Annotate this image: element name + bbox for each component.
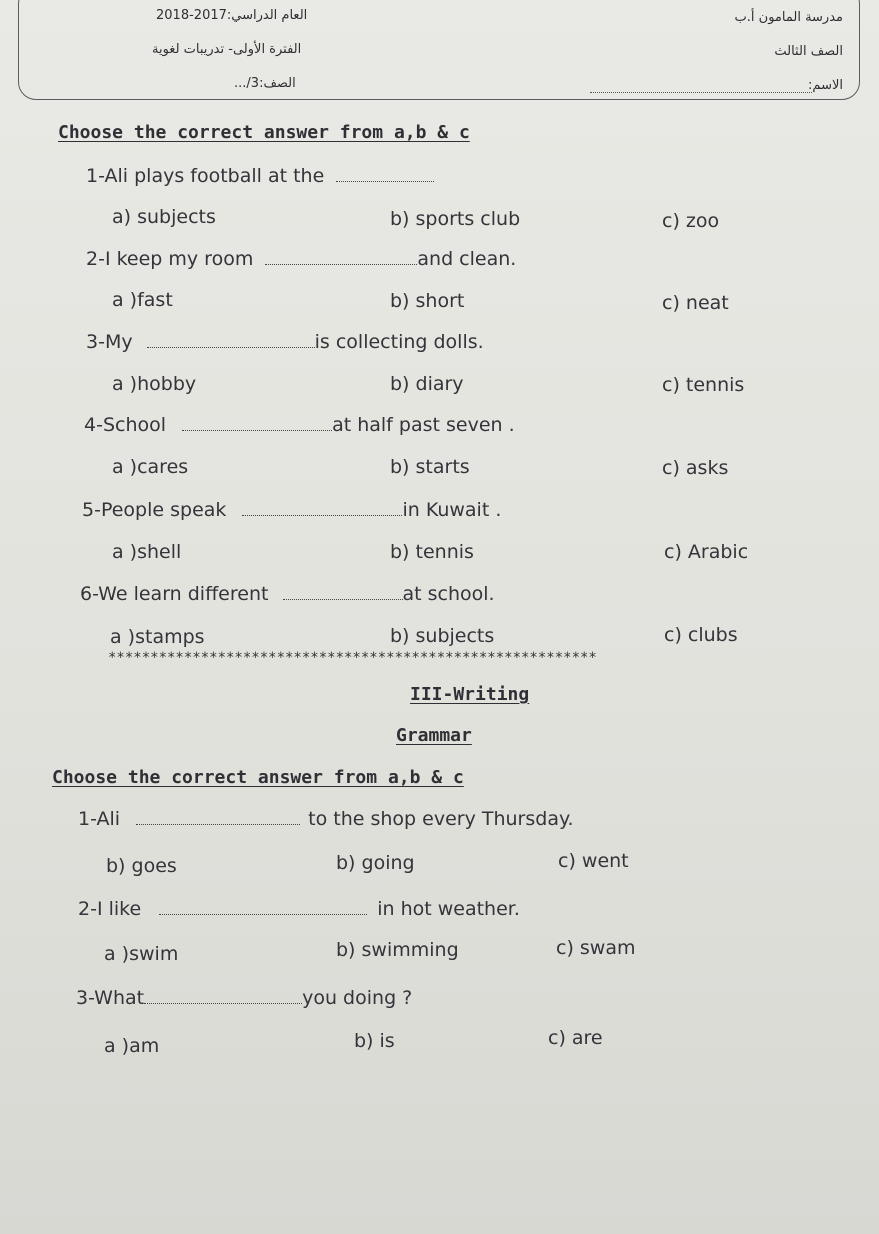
name-field-label: الاسم:: [808, 78, 843, 93]
answer-blank[interactable]: [182, 416, 332, 431]
question-text-end: at half past seven .: [332, 414, 515, 436]
option-a[interactable]: b) goes: [106, 855, 177, 877]
option-a[interactable]: a )fast: [112, 289, 173, 311]
option-c[interactable]: c) asks: [662, 457, 729, 479]
grammar-title: Grammar: [396, 725, 472, 746]
option-c[interactable]: c) clubs: [664, 624, 738, 646]
question-text-end: and clean.: [417, 248, 517, 270]
answer-blank[interactable]: [159, 900, 367, 915]
grammar-question-1: [78, 808, 574, 830]
option-c[interactable]: c) neat: [662, 292, 729, 314]
question-text-end: at school.: [402, 583, 495, 605]
option-b[interactable]: b) going: [336, 852, 415, 874]
question-text-end: in Kuwait .: [402, 499, 502, 521]
option-b[interactable]: b) is: [354, 1030, 395, 1052]
grammar-question-2: [78, 898, 520, 920]
answer-blank[interactable]: [147, 333, 315, 348]
option-a[interactable]: a )cares: [112, 456, 189, 478]
option-c[interactable]: c) Arabic: [664, 541, 749, 563]
name-line: [590, 92, 812, 93]
option-b[interactable]: b) starts: [390, 456, 470, 478]
question-text-end: is collecting dolls.: [314, 331, 484, 353]
section2-instruction: Choose the correct answer from a,b & c: [52, 767, 464, 788]
option-b[interactable]: b) sports club: [390, 208, 521, 230]
question-text-end: to the shop every Thursday.: [308, 808, 574, 830]
writing-title: III-Writing: [410, 684, 530, 705]
option-a[interactable]: a )shell: [112, 541, 182, 563]
answer-blank[interactable]: [283, 585, 403, 600]
school-name: مدرسة المامون أ.ب: [734, 10, 843, 25]
question-text-end: you doing ?: [302, 987, 413, 1009]
grammar-question-3: [76, 987, 412, 1009]
star-divider: **********************************************************: [108, 650, 597, 666]
question-2: [86, 248, 516, 270]
question-text: 3-My: [86, 331, 133, 353]
answer-blank[interactable]: [336, 167, 434, 182]
option-c[interactable]: c) went: [558, 850, 629, 872]
option-a[interactable]: a )hobby: [112, 373, 197, 395]
option-c[interactable]: c) swam: [556, 937, 636, 959]
school-year: العام الدراسي:2017-2018: [156, 8, 308, 23]
answer-blank[interactable]: [242, 501, 402, 516]
option-a[interactable]: a )stamps: [110, 626, 205, 648]
option-a[interactable]: a )swim: [104, 943, 179, 965]
answer-blank[interactable]: [144, 989, 302, 1004]
question-text: 2-I like: [78, 898, 142, 920]
question-text: 1-Ali: [78, 808, 121, 830]
question-text: 5-People speak: [82, 499, 227, 521]
question-text: 2-I keep my room: [86, 248, 254, 270]
option-c[interactable]: c) tennis: [662, 374, 745, 396]
question-text: 6-We learn different: [80, 583, 269, 605]
question-1: [86, 165, 434, 187]
option-b[interactable]: b) swimming: [336, 939, 459, 961]
option-c[interactable]: c) are: [548, 1027, 603, 1049]
question-text: 3-What: [76, 987, 145, 1009]
option-b[interactable]: b) short: [390, 290, 465, 312]
section1-instruction: Choose the correct answer from a,b & c: [58, 122, 470, 143]
option-b[interactable]: b) tennis: [390, 541, 474, 563]
grade-label: الصف الثالث: [774, 44, 843, 59]
option-c[interactable]: c) zoo: [662, 210, 720, 232]
question-3: [86, 331, 484, 353]
option-b[interactable]: b) subjects: [390, 625, 495, 647]
question-5: [82, 499, 501, 521]
answer-blank[interactable]: [265, 250, 417, 265]
question-4: [84, 414, 515, 436]
period-title: الفترة الأولى- تدريبات لغوية: [152, 42, 302, 57]
class-field: الصف:3/...: [234, 76, 296, 91]
question-text: 4-School: [84, 414, 167, 436]
question-text-end: in hot weather.: [377, 898, 520, 920]
option-b[interactable]: b) diary: [390, 373, 464, 395]
answer-blank[interactable]: [136, 810, 300, 825]
option-a[interactable]: a )am: [104, 1035, 160, 1057]
question-6: [80, 583, 495, 605]
question-text: 1-Ali plays football at the: [86, 165, 325, 187]
option-a[interactable]: a) subjects: [112, 206, 216, 228]
